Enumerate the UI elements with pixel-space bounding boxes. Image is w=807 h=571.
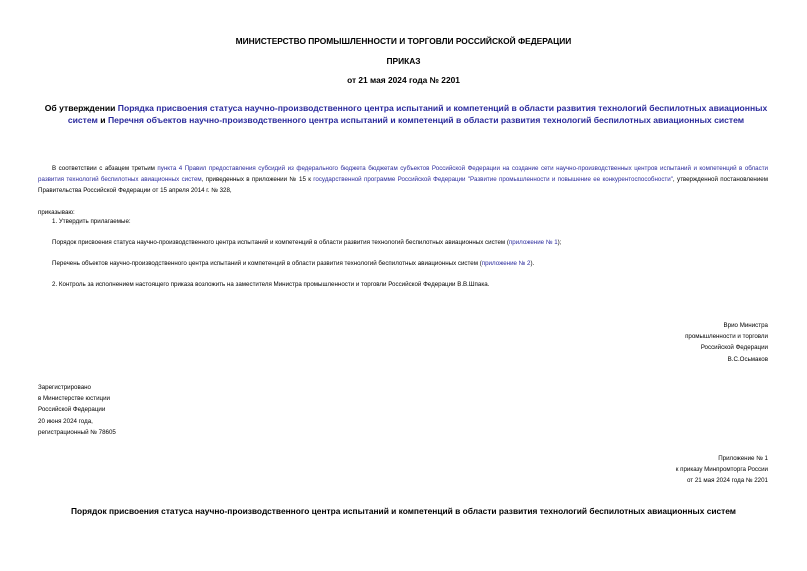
signature-line-3: Российской Федерации — [700, 344, 768, 352]
signature-line-1: Врио Министра — [723, 322, 768, 329]
item-1b-end: ). — [530, 260, 535, 267]
item-1a-text: Порядок присвоения статуса научно-производственного центра испытаний и компетенций в области развития технологий беспилотных авиационных систем ( — [52, 239, 509, 246]
intro-mid: , приведенных в приложении № 15 к — [201, 176, 311, 184]
intro-pre: В соответствии с абзацем третьим — [52, 165, 155, 172]
item-1b — [52, 258, 772, 269]
appendix-1-link[interactable]: приложение № 1 — [508, 239, 558, 246]
appendix-line-2: к приказу Минпромторга России — [675, 466, 768, 474]
title-link-list[interactable]: Перечня объектов научно-производственного центра испытаний и компетенций в области развития технологий беспилотных авиационных систем — [107, 114, 745, 125]
registration-line-4: 20 июня 2024 года, — [38, 417, 93, 425]
document-date-number: от 21 мая 2024 года № 2201 — [347, 75, 460, 85]
registration-line-3: Российской Федерации — [38, 406, 106, 414]
signature-block — [568, 320, 768, 365]
appendix-title: Порядок присвоения статуса научно-производственного центра испытаний и компетенций в области развития технологий беспилотных авиационных систем — [70, 506, 736, 516]
registration-line-5: регистрационный № 78605 — [38, 428, 116, 436]
signature-line-4: В.С.Осьмаков — [727, 355, 768, 363]
title-prefix: Об утверждении — [44, 103, 116, 113]
registration-line-2: в Министерстве юстиции — [38, 395, 111, 403]
appendix-block — [548, 453, 768, 487]
intro-link-rules[interactable]: пункта 4 Правил предоставления субсидий из федерального бюджета бюджетам субъектов Российской Федерации на создание сети научно-производственных центров испытаний и компетенций в области развития технологий беспилотных авиационных систем — [38, 165, 768, 184]
item-1: 1. Утвердить прилагаемые: — [52, 218, 131, 225]
title-conjunction: и — [100, 114, 106, 125]
document-type: ПРИКАЗ — [386, 56, 421, 66]
item-1b-text: Перечень объектов научно-производственного центра испытаний и компетенций в области развития технологий беспилотных авиационных систем ( — [52, 260, 482, 267]
registration-line-1: Зарегистрировано — [38, 384, 91, 391]
title-link-procedure[interactable]: Порядка присвоения статуса научно-производственного центра испытаний и компетенций в области развития технологий беспилотных авиационных систем — [67, 103, 768, 125]
intro-paragraph — [38, 163, 768, 197]
appendix-2-link[interactable]: приложение № 2 — [481, 260, 531, 267]
ministry-heading: МИНИСТЕРСТВО ПРОМЫШЛЕННОСТИ И ТОРГОВЛИ РОССИЙСКОЙ ФЕДЕРАЦИИ — [235, 36, 572, 46]
signature-line-2: промышленности и торговли — [685, 333, 768, 341]
document-title — [34, 103, 778, 126]
intro-link-program[interactable]: государственной программе Российской Федерации "Развитие промышленности и повышение ее конкурентоспособности" — [313, 176, 673, 184]
item-2: 2. Контроль за исполнением настоящего приказа возложить на заместителя Министра промышленности и торговли Российской Федерации В.В.Шпака. — [52, 281, 490, 288]
appendix-line-3: от 21 мая 2024 года № 2201 — [686, 477, 768, 485]
appendix-line-1: Приложение № 1 — [718, 455, 768, 462]
registration-block — [38, 382, 238, 438]
item-1a — [52, 237, 772, 248]
item-1a-end: ); — [557, 239, 562, 246]
order-word: приказываю: — [38, 209, 75, 216]
intro-post: , утвержденной постановлением Правительства Российской Федерации от 15 апреля 2014 г. № 328, — [38, 176, 768, 195]
